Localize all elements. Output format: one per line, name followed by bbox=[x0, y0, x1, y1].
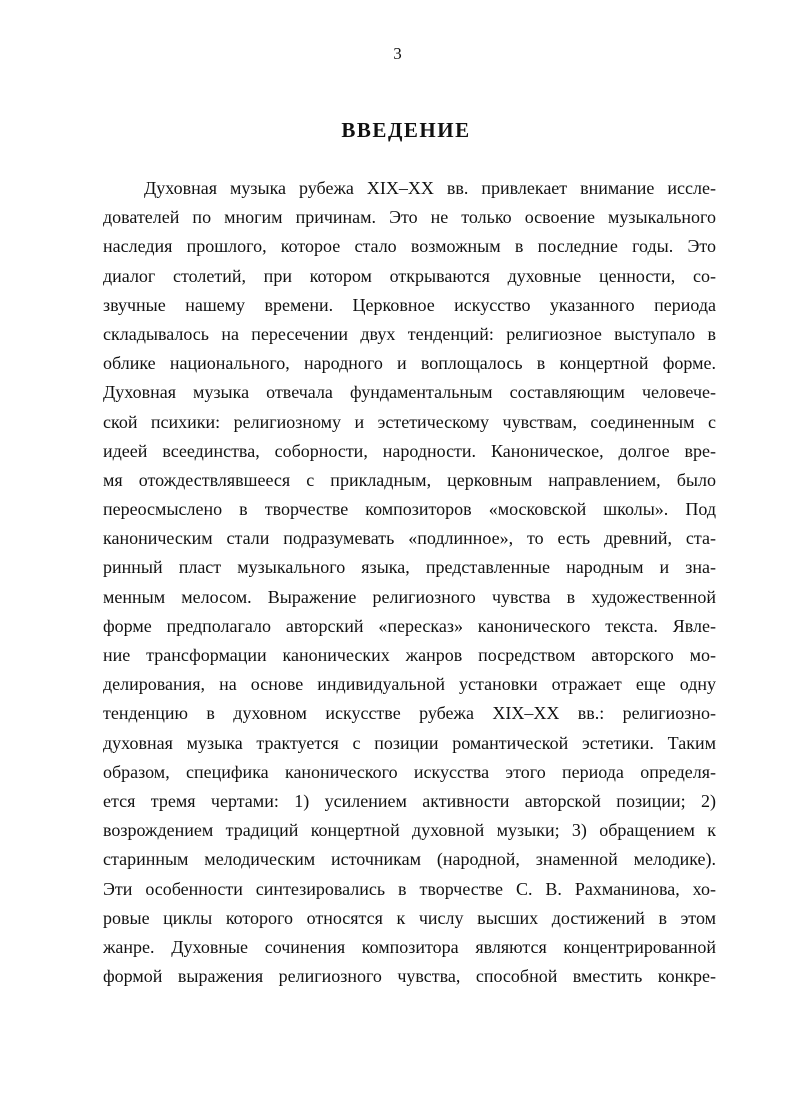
text-line: каноническим стали подразумевать «подлинное», то есть древний, ста- bbox=[103, 528, 716, 549]
text-line: наследия прошлого, которое стало возможным в последние годы. Это bbox=[103, 236, 716, 257]
text-line: идеей всеединства, соборности, народности. Каноническое, долгое вре- bbox=[103, 440, 716, 461]
text-line: форме предполагало авторский «пересказ» канонического текста. Явле- bbox=[103, 615, 716, 636]
text-line: мя отождествлявшееся с прикладным, церковным направлением, было bbox=[103, 469, 716, 490]
text-line: звучные нашему времени. Церковное искусство указанного периода bbox=[103, 294, 716, 315]
text-line: диалог столетий, при котором открываются духовные ценности, со- bbox=[103, 265, 716, 286]
text-line: ние трансформации канонических жанров посредством авторского мо- bbox=[103, 645, 716, 665]
text-line: формой выражения религиозного чувства, способной вместить конкре- bbox=[103, 966, 716, 987]
text-line: складывалось на пересечении двух тенденций: религиозное выступало в bbox=[103, 323, 716, 344]
text-line: дователей по многим причинам. Это не только освоение музыкального bbox=[103, 207, 716, 228]
text-line: Духовная музыка рубежа XIX–XX вв. привлекает внимание иссле- bbox=[144, 178, 716, 198]
text-line: возрождением традиций концертной духовной музыки; 3) обращением к bbox=[103, 820, 716, 841]
body-text bbox=[103, 174, 716, 991]
page-number: 3 bbox=[393, 44, 402, 63]
section-heading: ВВЕДЕНИЕ bbox=[341, 118, 471, 142]
text-line: духовная музыка трактуется с позиции романтической эстетики. Таким bbox=[103, 732, 716, 753]
text-line: тенденцию в духовном искусстве рубежа XIX–XX вв.: религиозно- bbox=[103, 703, 716, 724]
text-line: Эти особенности синтезировались в творчестве С. В. Рахманинова, хо- bbox=[103, 878, 716, 899]
text-line: делирования, на основе индивидуальной установки отражает еще одну bbox=[103, 674, 716, 695]
text-line: старинным мелодическим источникам (народной, знаменной мелодике). bbox=[103, 849, 716, 870]
text-line: образом, специфика канонического искусства этого периода определя- bbox=[103, 761, 716, 782]
text-line: ется тремя чертами: 1) усилением активности авторской позиции; 2) bbox=[103, 790, 716, 811]
text-line: Духовная музыка отвечала фундаментальным составляющим человече- bbox=[103, 382, 716, 403]
text-line: ровые циклы которого относятся к числу высших достижений в этом bbox=[103, 907, 716, 928]
text-line: облике национального, народного и воплощалось в концертной форме. bbox=[103, 353, 716, 374]
text-line: ринный пласт музыкального языка, представленные народным и зна- bbox=[103, 557, 716, 578]
text-line: переосмыслено в творчестве композиторов «московской школы». Под bbox=[103, 499, 716, 520]
text-line: жанре. Духовные сочинения композитора являются концентрированной bbox=[103, 936, 716, 957]
text-line: ской психики: религиозному и эстетическому чувствам, соединенным с bbox=[103, 411, 716, 432]
text-line: менным мелосом. Выражение религиозного чувства в художественной bbox=[103, 586, 716, 607]
